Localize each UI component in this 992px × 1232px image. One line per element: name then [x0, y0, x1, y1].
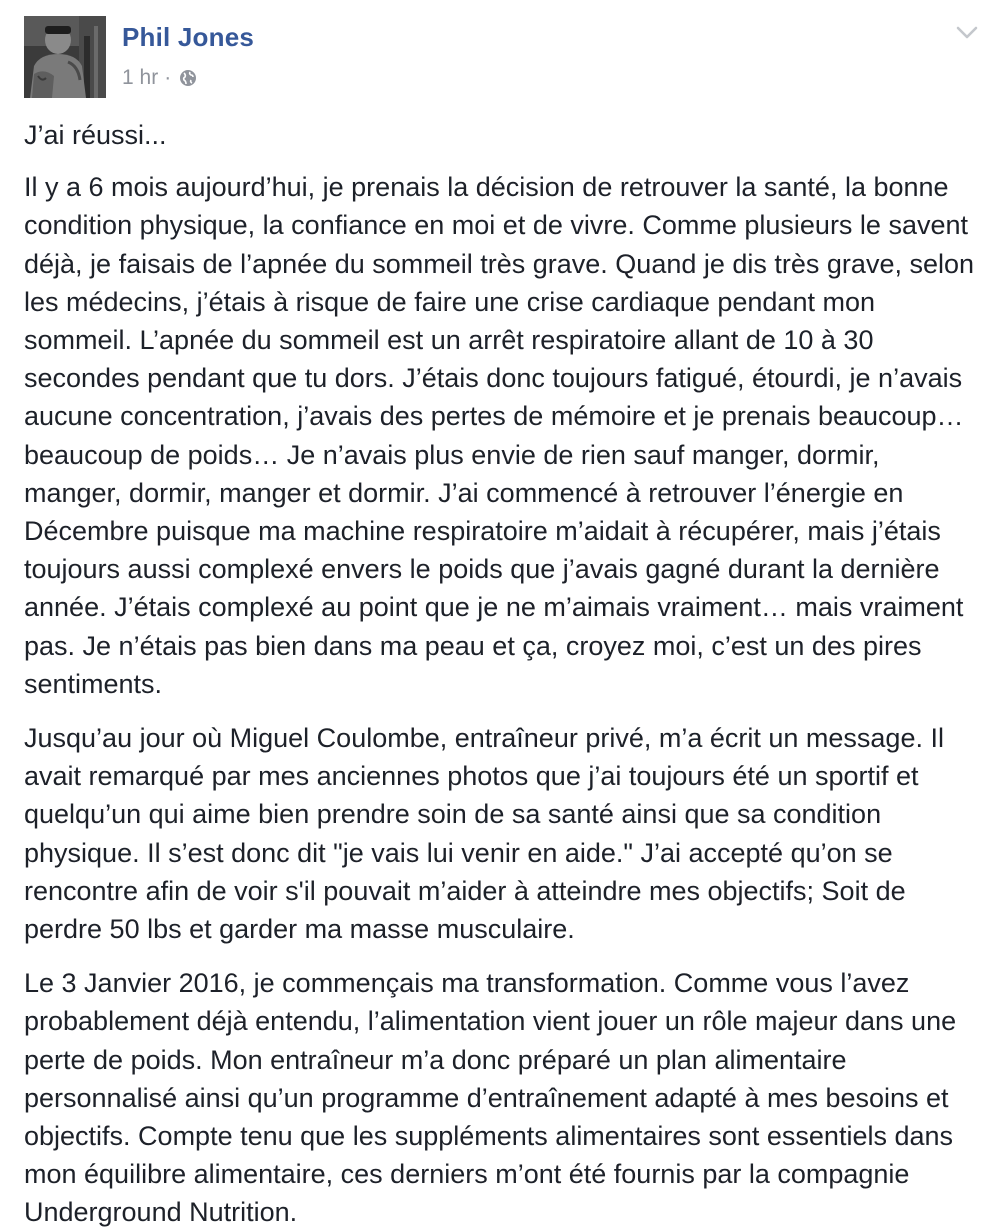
post-paragraph: Le 3 Janvier 2016, je commençais ma transformation. Comme vous l’avez probablement déjà entendu, l’alimentation vient jouer un rôle majeur dans une perte de poids. Mon entraîneur m’a donc préparé un plan alimentaire personnalisé ainsi qu’un programme d’entraînement adapté à mes besoins et objectifs. Compte tenu que les suppléments alimentaires sont essentiels dans mon équilibre alimentaire, ces derniers m’ont été fournis par la compagnie Underground Nutrition.	[24, 968, 957, 1228]
globe-icon[interactable]	[179, 69, 197, 87]
post-paragraph: J’ai réussi...	[24, 120, 167, 150]
author-avatar[interactable]	[24, 16, 106, 98]
post-paragraph: Jusqu’au jour où Miguel Coulombe, entraîneur privé, m’a écrit un message. Il avait remarqué par mes anciennes photos que j’ai toujours été un sportif et quelqu’un qui aime bien prendre soin de sa santé ainsi que sa condition physique. Il s’est donc dit "je vais lui venir en aide." J’ai accepté qu’on se rencontre afin de voir s'il pouvait m’aider à atteindre mes objectifs; Soit de perdre 50 lbs et garder ma masse musculaire.	[24, 723, 944, 945]
post-meta	[122, 66, 197, 90]
post-paragraph: Il y a 6 mois aujourd’hui, je prenais la décision de retrouver la santé, la bonne condition physique, la confiance en moi et de vivre. Comme plusieurs le savent déjà, je faisais de l’apnée du sommeil très grave. Quand je dis très grave, selon les médecins, j’étais à risque de faire une crise cardiaque pendant mon sommeil. L’apnée du sommeil est un arrêt respiratoire allant de 10 à 30 secondes pendant que tu dors. J’étais donc toujours fatigué, étourdi, je n’avais aucune concentration, j’avais des pertes de mémoire et je prenais beaucoup… beaucoup de poids… Je n’avais plus envie de rien sauf manger, dormir, manger, dormir, manger et dormir. J’ai commencé à retrouver l’énergie en Décembre puisque ma machine respiratoire m’aidait à récupérer, mais j’étais toujours aussi complexé envers le poids que j’avais gagné durant la dernière année. J’étais complexé au point que je ne m’aimais vraiment… mais vraiment pas. Je n’étais pas bien dans ma peau et ça, croyez moi, c’est un des pires sentiments.	[24, 172, 975, 699]
avatar-photo	[24, 16, 106, 98]
author-name-link[interactable]: Phil Jones	[122, 22, 255, 52]
meta-separator: ·	[164, 66, 172, 89]
chevron-down-icon[interactable]	[954, 24, 980, 42]
post-body	[24, 116, 979, 1232]
post-timestamp[interactable]: 1 hr	[122, 66, 159, 89]
